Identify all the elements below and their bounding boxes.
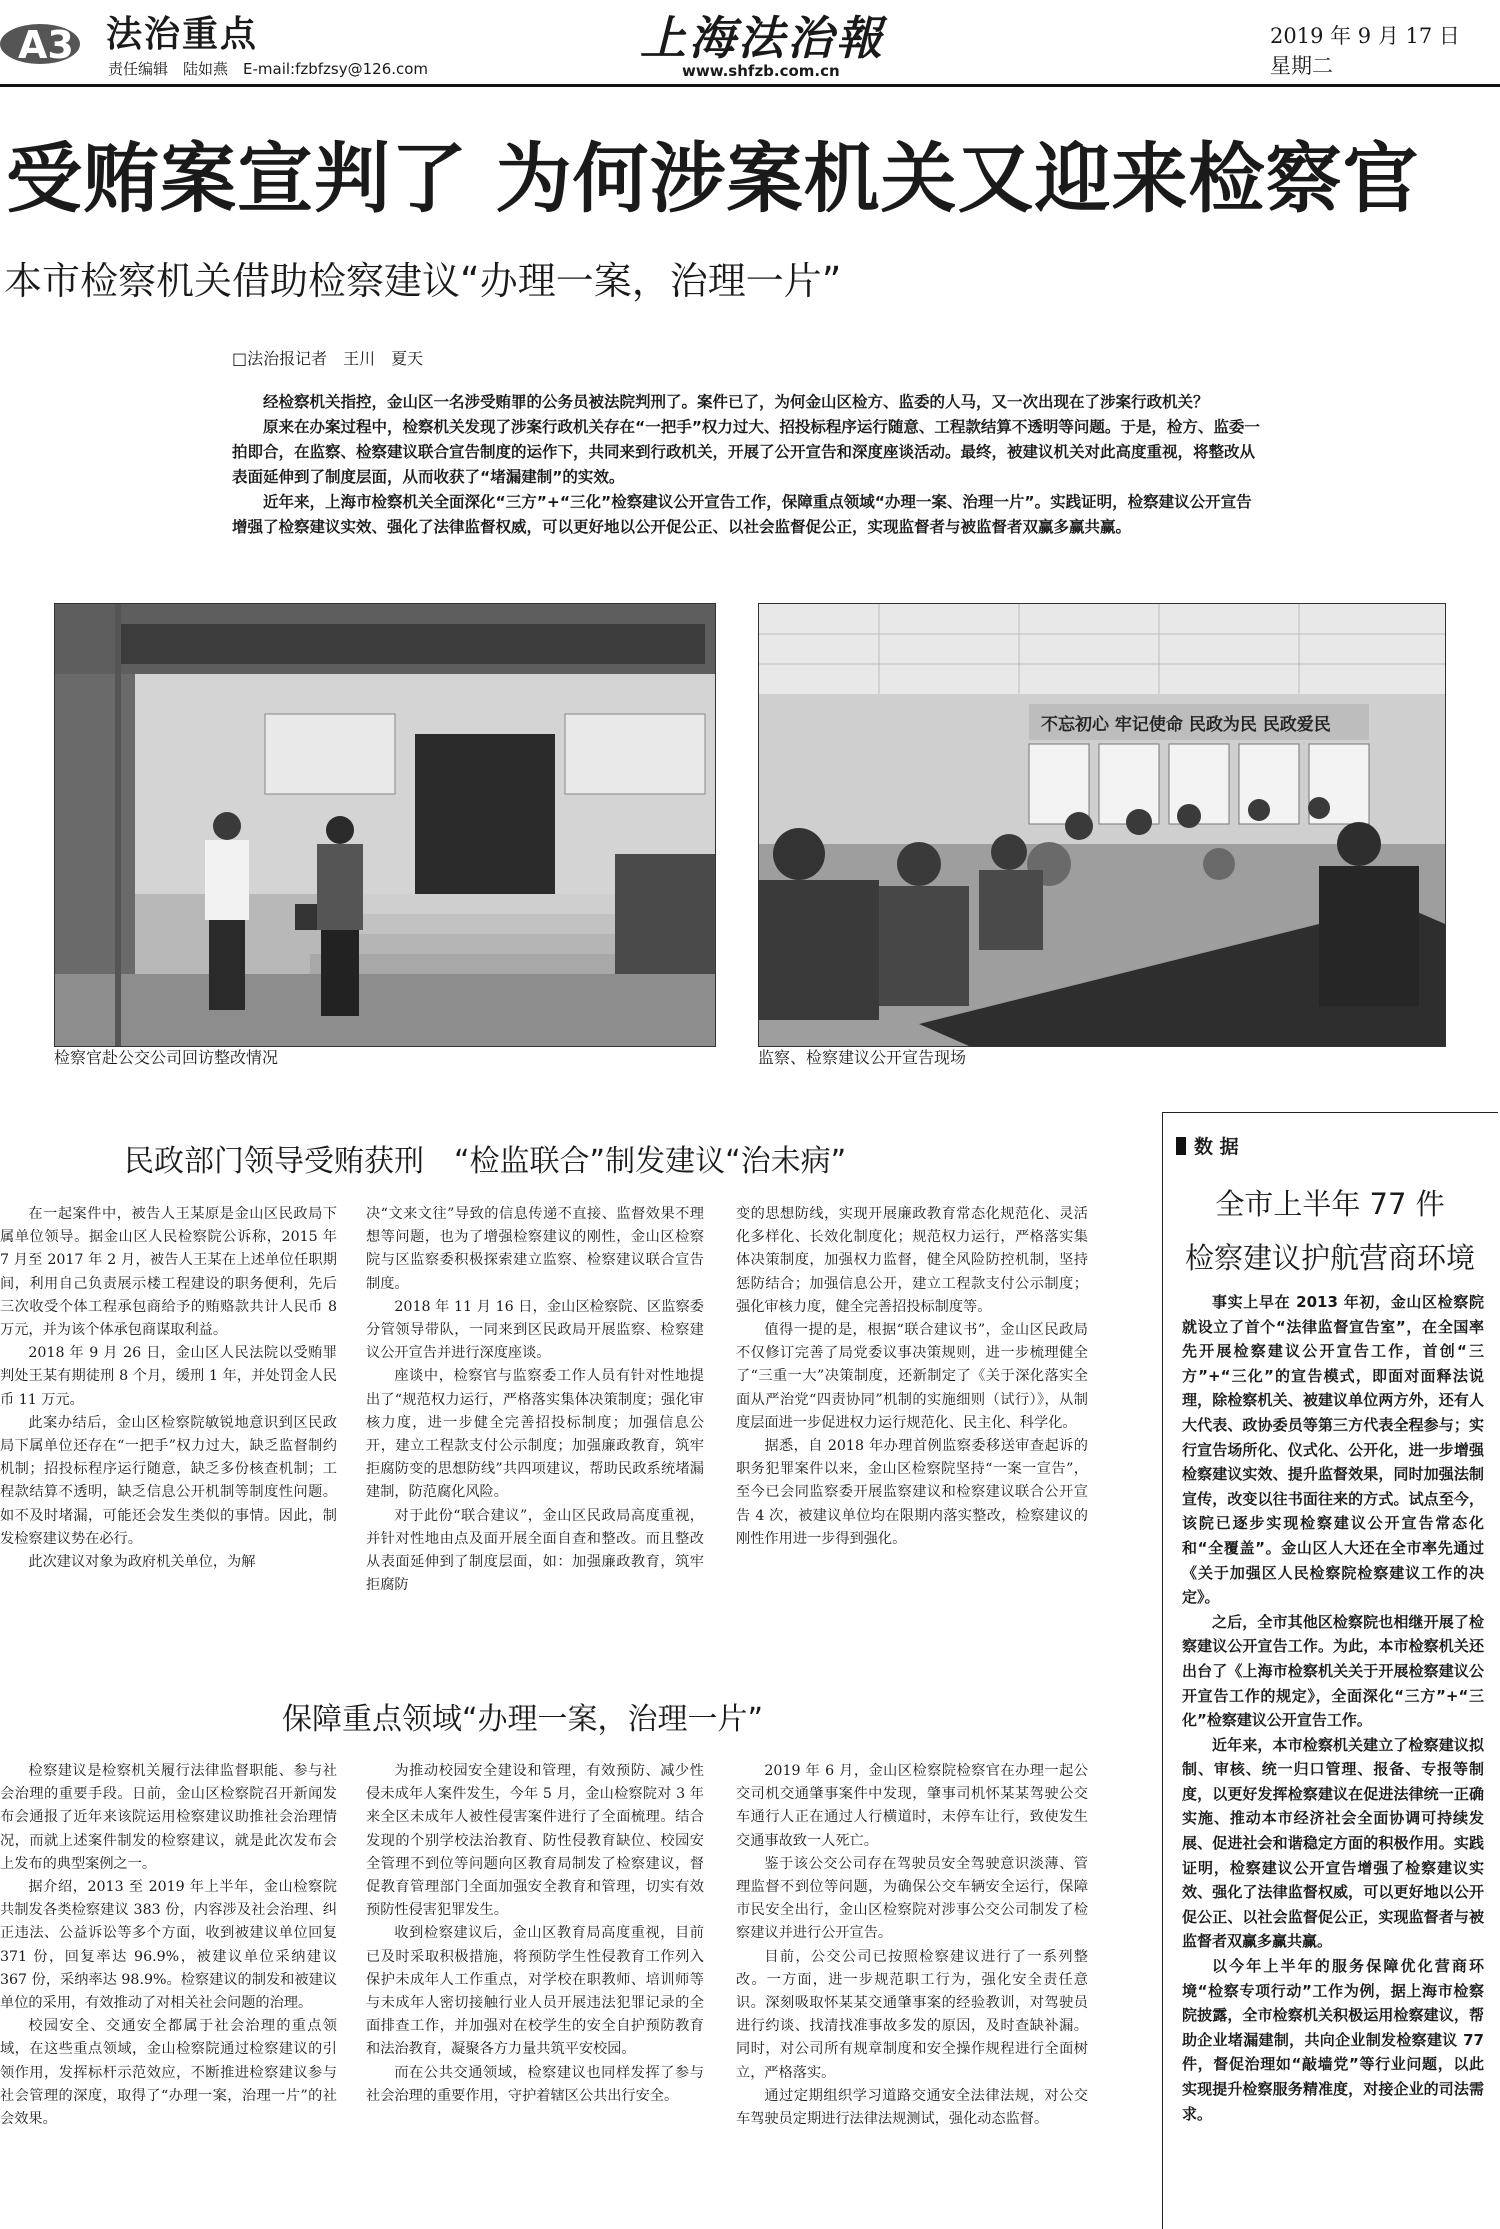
paragraph: 而在公共交通领域，检察建议也同样发挥了参与社会治理的重要作用，守护着辖区公共出行安全。: [366, 2064, 704, 2104]
paragraph: 为推动校园安全建设和管理，有效预防、减少性侵未成年人案件发生，今年 5 月，金山检察院对 3 年来全区未成年人被性侵害案件进行了全面梳理。结合发现的个别学校法治教育、防性侵教育缺位、校园安全管理不到位等问题向区教育局制发了检察建议，督促教育管理部门全面加强安全教育和管理，切实有效预防性侵害犯罪发生。: [366, 1763, 704, 1919]
newspaper-logo: 上海法治報: [640, 11, 885, 65]
article-lead: [232, 390, 1266, 540]
paragraph: 据介绍，2013 至 2019 年上半年，金山检察院共制发各类检察建议 383 份，内容涉及社会治理、纠正违法、公益诉讼等多个方面，收到被建议单位回复 371 份，回复率达 96.9%，被建议单位采纳建议 367 份，采纳率达 98.9%。检察建议的制发和被建议单位的采用，有效推动了对相关社会问题的治理。: [0, 1879, 337, 2012]
issue-date: 2019 年 9 月 17 日 星期二: [1270, 24, 1481, 78]
paragraph: 据悉，自 2018 年办理首例监察委移送审查起诉的职务犯罪案件以来，金山区检察院坚持“一案一宣告”，至今已会同监察委开展监察建议和检察建议联合公开宣告 4 次，被建议单位均在限期内落实整改，检察建议的刚性作用进一步得到强化。: [736, 1438, 1088, 1547]
paragraph: 此案办结后，金山区检察院敏锐地意识到区民政局下属单位还存在“一把手”权力过大，缺乏监督制约机制；招投标程序运行随意，缺乏多份核查机制；工程款结算不透明，缺乏信息公开机制等制度性问题。如不及时堵漏，可能还会发生类似的事情。因此，制发检察建议势在必行。: [0, 1414, 337, 1547]
square-marker-icon: [1176, 1137, 1186, 1155]
paragraph: 2018 年 11 月 16 日，金山区检察院、区监察委分管领导带队，一同来到区民政局开展监察、检察建议公开宣告并进行深度座谈。: [366, 1298, 704, 1362]
body-column: [736, 1760, 1088, 2225]
newspaper-url: www.shfzb.com.cn: [682, 62, 840, 80]
lead-paragraph: 近年来，上海市检察机关全面深化“三方”+“三化”检察建议公开宣告工作，保障重点领域“办理一案、治理一片”。实践证明，检察建议公开宣告增强了检察建议实效、强化了法律监督权威，可以更好地以公开促公正、以社会监督促公正，实现监督者与被监督者双赢多赢共赢。: [232, 493, 1252, 536]
photo-caption-right: 监察、检察建议公开宣告现场: [758, 1048, 967, 1067]
paragraph: 2018 年 9 月 26 日，金山区人民法院以受贿罪判处王某有期徒刑 8 个月，缓刑 1 年，并处罚金人民币 11 万元。: [0, 1345, 337, 1408]
paragraph: 在一起案件中，被告人王某原是金山区民政局下属单位领导。据金山区人民检察院公诉称，2015 年 7 月至 2017 年 2 月，被告人王某在上述单位任职期间，利用自己负责展示楼工程建设的职务便利，先后三次收受个体工程承包商给予的贿赂款共计人民币 8 万元，并为该个体承包商谋取利益。: [0, 1206, 337, 1339]
page-number: A3: [18, 23, 74, 66]
paragraph: 对于此份“联合建议”，金山区民政局高度重视，并针对性地由点及面开展全面自查和整改。而且整改从表面延伸到了制度层面，如：加强廉政教育，筑牢拒腐防: [366, 1507, 704, 1594]
paragraph: 收到检察建议后，金山区教育局高度重视，目前已及时采取积极措施，将预防学生性侵教育工作列入保护未成年人工作重点，对学校在职教师、培训师等与未成年人密切接触行业人员开展违法犯罪记录的全面排查工作，并加强对在校学生的安全自护预防教育和法治教育，凝聚各方力量共筑平安校园。: [366, 1925, 704, 2058]
sidebar-tag-label: 数 据: [1194, 1136, 1239, 1158]
body-column: [366, 1203, 704, 1658]
headline: 受贿案宣判了 为何涉案机关又迎来检察官: [6, 134, 1420, 223]
sidebar-tag: [1176, 1132, 1239, 1159]
lead-paragraph: 经检察机关指控，金山区一名涉受贿罪的公务员被法院判刑了。案件已了，为何金山区检方、监委的人马，又一次出现在了涉案行政机关？: [263, 393, 1209, 411]
paragraph: 此次建议对象为政府机关单位，为解: [28, 1554, 256, 1571]
paragraph: 座谈中，检察官与监察委工作人员有针对性地提出了“规范权力运行，严格落实集体决策制度；强化审核力度，进一步健全完善招投标制度；加强信息公开，建立工程款支付公示制度；加强廉政教育，筑牢拒腐防变的思想防线”共四项建议，帮助民政系统堵漏建制，防范腐化风险。: [366, 1368, 704, 1501]
photo-illustration: [759, 604, 1445, 1046]
section-title: 民政部门领导受贿获刑 “检监联合”制发建议“治未病”: [124, 1144, 847, 1179]
paragraph: 值得一提的是，根据“联合建议书”，金山区民政局不仅修订完善了局党委议事决策规则，进一步梳理健全了“三重一大”决策制度，还新制定了《关于深化落实全面从严治党“四责协同”机制的实施细则（试行）》，从制度层面进一步促进权力运行规范化、民主化、科学化。: [736, 1322, 1088, 1431]
body-column: [0, 1203, 337, 1658]
paragraph: 事实上早在 2013 年初，金山区检察院就设立了首个“法律监督宣告室”，在全国率先开展检察建议公开宣告工作，首创“三方”+“三化”的宣告模式，即面对面释法说理，除检察机关、被建议单位两方外，还有人大代表、政协委员等第三方代表全程参与；实行宣告场所化、仪式化、公开化，进一步增强检察建议实效、提升监督效果，同时加强法制宣传，改变以往书面往来的方式。试点至今，该院已逐步实现检察建议公开宣告常态化和“全覆盖”。金山区人大还在全市率先通过《关于加强区人民检察院检察建议工作的决定》。: [1182, 1293, 1484, 1607]
meeting-banner: 不忘初心 牢记使命 民政为民 民政爱民: [1041, 715, 1331, 735]
section-title: 保障重点领域“办理一案，治理一片”: [282, 1702, 764, 1737]
paragraph: 目前，公交公司已按照检察建议进行了一系列整改。一方面，进一步规范职工行为，强化安全责任意识。深刻吸取怀某某交通肇事案的经验教训，对驾驶员进行约谈、找清找准事故多发的原因，及时查缺补漏。同时，对公司所有规章制度和安全操作规程进行全面树立，严格落实。: [736, 1948, 1088, 2081]
byline: □法治报记者 王川 夏天: [232, 349, 424, 368]
subheadline: 本市检察机关借助检察建议“办理一案，治理一片”: [4, 259, 842, 303]
body-column: [0, 1760, 337, 2225]
photo-caption-left: 检察官赴公交公司回访整改情况: [54, 1048, 279, 1067]
photo-announcement-meeting: [758, 603, 1446, 1047]
paragraph: 校园安全、交通安全都属于社会治理的重点领域，在这些重点领域，金山检察院通过检察建议的引领作用，发挥标杆示范效应，不断推进检察建议参与社会管理的深度，取得了“办理一案，治理一片”的社会效果。: [0, 2018, 337, 2128]
lead-paragraph: 原来在办案过程中，检察机关发现了涉案行政机关存在“一把手”权力过大、招投标程序运行随意、工程款结算不透明等问题。于是，检方、监委一拍即合，在监察、检察建议联合宣告制度的运作下，共同来到行政机关，开展了公开宣告和深度座谈活动。最终，被建议机关对此高度重视，将整改从表面延伸到了制度层面，从而收获了“堵漏建制”的实效。: [232, 418, 1260, 486]
paragraph: 以今年上半年的服务保障优化营商环境“检察专项行动”工作为例，据上海市检察院披露，全市检察机关积极运用检察建议，帮助企业堵漏建制，共向企业制发检察建议 77 件，督促治理如“敲墙党”等行业问题，以此实现提升检察服务精准度，对接企业的司法需求。: [1182, 1957, 1484, 2123]
photo-bus-company-visit: [54, 603, 716, 1047]
paragraph: 决“文来文往”导致的信息传递不直接、监督效果不理想等问题，也为了增强检察建议的刚性，金山区检察院与区监察委积极探索建立监察、检察建议联合宣告制度。: [366, 1206, 704, 1292]
photo-illustration: [55, 604, 715, 1046]
section-name: 法治重点: [106, 14, 259, 55]
editor-line: 责任编辑 陆如燕 E-mail:fzbfzsy@126.com: [108, 60, 429, 78]
paragraph: 通过定期组织学习道路交通安全法律法规，对公交车驾驶员定期进行法律法规测试，强化动态监督。: [736, 2087, 1088, 2128]
sidebar-body: [1182, 1290, 1484, 2220]
sidebar-title: 检察建议护航营商环境: [1184, 1241, 1475, 1275]
paragraph: 之后，全市其他区检察院也相继开展了检察建议公开宣告工作。为此，本市检察机关还出台了《上海市检察机关关于开展检察建议公开宣告工作的规定》，全面深化“三方”+“三化”检察建议公开宣告工作。: [1182, 1612, 1484, 1730]
paragraph: 检察建议是检察机关履行法律监督职能、参与社会治理的重要手段。日前，金山区检察院召开新闻发布会通报了近年来该院运用检察建议助推社会治理情况，而就上述案件制发的检察建议，就是此次发布会上发布的典型案例之一。: [0, 1763, 337, 1872]
page-number-badge: [0, 0, 100, 66]
paragraph: 2019 年 6 月，金山区检察院检察官在办理一起公交司机交通肇事案件中发现，肇事司机怀某某驾驶公交车通行人正在通过人行横道时，未停车让行，致使发生交通事故致一人死亡。: [736, 1763, 1088, 1849]
paragraph: 近年来，本市检察机关建立了检察建议拟制、审核、统一归口管理、报备、专报等制度，以更好发挥检察建议在促进法律统一正确实施、推动本市经济社会全面协调可持续发展、促进社会和谐稳定方面的积极作用。实践证明，检察建议公开宣告增强了检察建议实效、强化了法律监督权威，可以更好地以公开促公正、以社会监督促公正，实现监督者与被监督者双赢多赢共赢。: [1182, 1735, 1484, 1951]
body-column: [736, 1203, 1088, 1658]
sidebar-title: 全市上半年 77 件: [1215, 1187, 1445, 1221]
body-column: [366, 1760, 704, 2225]
paragraph: 变的思想防线，实现开展廉政教育常态化规范化、灵活化多样化、长效化制度化；规范权力运行，严格落实集体决策制度，加强权力监督，健全风险防控机制，坚持惩防结合；加强信息公开，建立工程款支付公示制度；强化审核力度，健全完善招投标制度等。: [736, 1206, 1088, 1315]
masthead-rule: [0, 84, 1500, 87]
paragraph: 鉴于该公交公司存在驾驶员安全驾驶意识淡薄、管理监督不到位等问题，为确保公交车辆安全运行，保障市民安全出行，金山区检察院对涉事公交公司制发了检察建议并进行公开宣告。: [736, 1855, 1088, 1942]
